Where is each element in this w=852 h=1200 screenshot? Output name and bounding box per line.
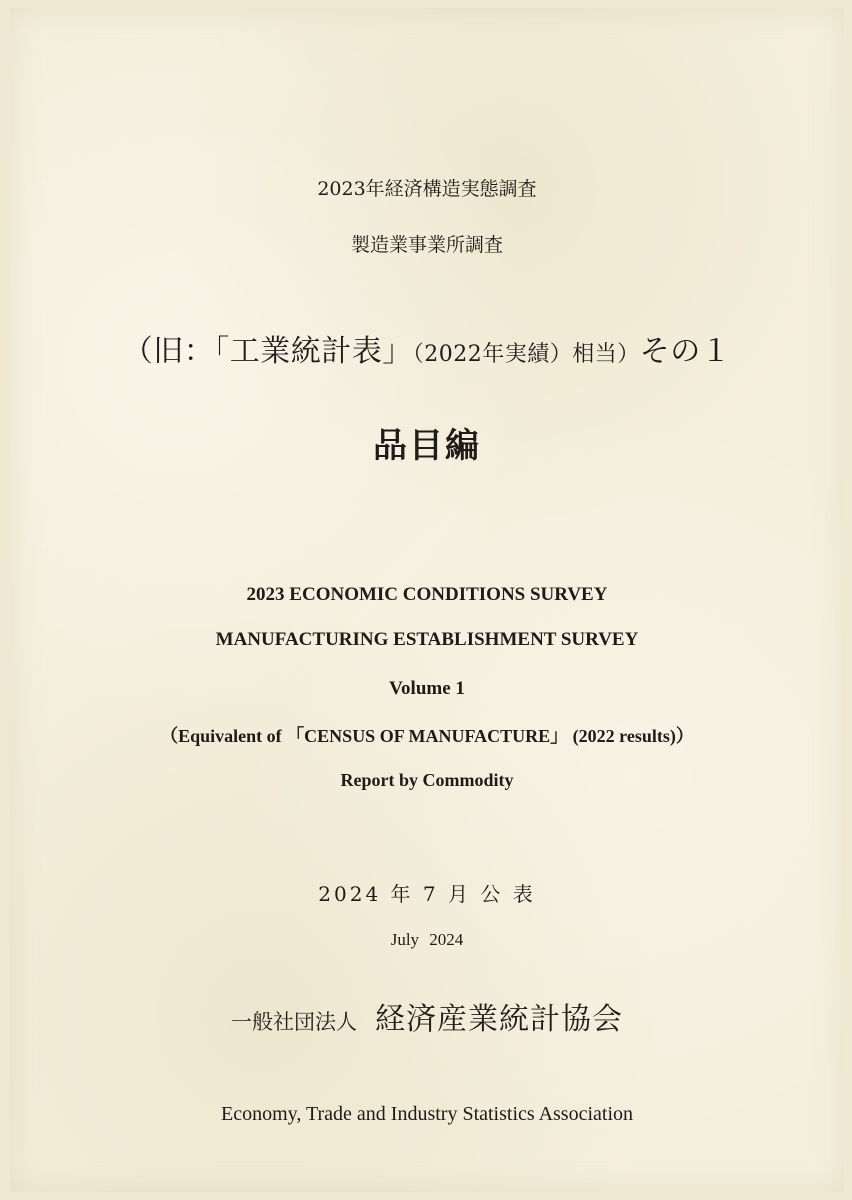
- former-title-results: （2022年実績）相当）: [412, 342, 640, 367]
- publisher-corp-type: 一般社団法人: [231, 1010, 357, 1034]
- publisher-name-jp: 経済産業統計協会: [375, 1002, 623, 1037]
- former-title-volume: その１: [639, 334, 732, 369]
- english-title-line-2: MANUFACTURING ESTABLISHMENT SURVEY: [215, 629, 639, 650]
- survey-title-jp: 2023年経済構造実態調査: [317, 178, 537, 200]
- english-report-type: Report by Commodity: [340, 770, 514, 790]
- publication-date-en: July 2024: [390, 930, 464, 949]
- english-equivalent-note: （Equivalent of 「CENSUS OF MANUFACTURE」 (2022 results)）: [160, 726, 694, 746]
- publisher-jp: [10, 994, 844, 1038]
- former-title-jp: [10, 326, 844, 370]
- former-title-open: （旧：「工業統計表」: [122, 334, 413, 369]
- survey-subtitle-jp: 製造業事業所調査: [350, 234, 503, 256]
- volume-title-jp: 品目編: [373, 426, 481, 466]
- english-volume: Volume 1: [389, 678, 465, 699]
- english-title-line-1: 2023 ECONOMIC CONDITIONS SURVEY: [246, 584, 608, 605]
- publisher-name-en: Economy, Trade and Industry Statistics Association: [220, 1103, 633, 1125]
- report-cover: [10, 8, 844, 1192]
- publication-date-jp: 2024 年 7 月 公 表: [318, 882, 536, 906]
